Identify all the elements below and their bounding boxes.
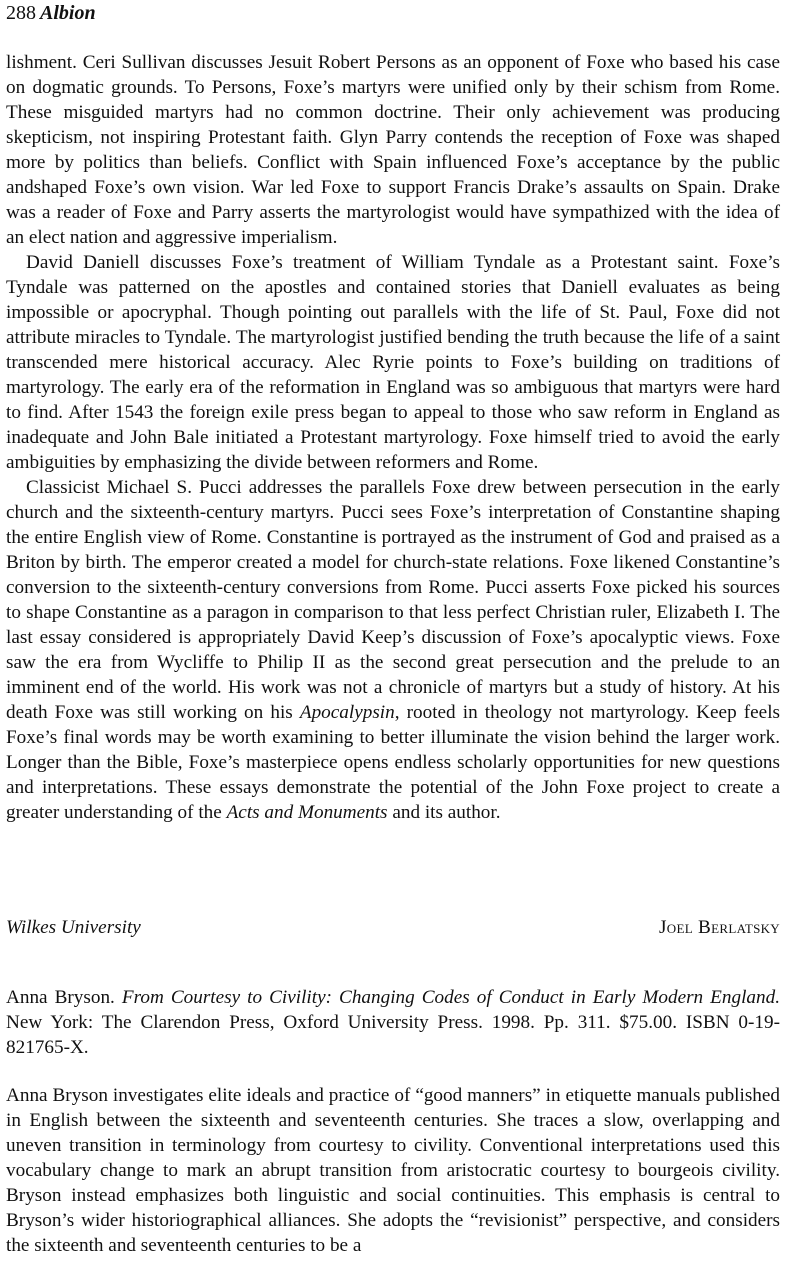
book-title: Acts and Monuments xyxy=(226,802,388,823)
journal-title: Albion xyxy=(40,2,96,24)
reviewer-signature xyxy=(6,915,780,940)
paragraph: David Daniell discusses Foxe’s treatment of William Tyndale as a Protestant saint. Foxe’s Tyndale was patterned on the apostles and contained stories that Daniell evaluates as being impossible or apocryphal. Though pointing out parallels with the life of St. Paul, Foxe did not attribute miracles to Tyndale. The martyrologist justified bending the truth because the life of a saint transcended mere historical accuracy. Alec Ryrie points to Foxe’s building on traditions of martyrology. The early era of the reformation in England was so ambiguous that martyrs were hard to find. After 1543 the foreign exile press began to appeal to those who saw reform in England as inadequate and John Bale initiated a Protestant martyrology. Foxe himself tried to avoid the early ambiguities by emphasizing the divide between reformers and Rome. xyxy=(6,252,780,473)
paragraph: Anna Bryson investigates elite ideals and practice of “good manners” in etiquette manuals published in English between the sixteenth and seventeenth centuries. She traces a slow, overlapping and uneven transition in terminology from courtesy to civility. Conventional interpretations used this vocabulary change to mark an abrupt transition from aristocratic courtesy to bourgeois civility. Bryson instead emphasizes both linguistic and social continuities. This emphasis is central to Bryson’s wider historiographical alliances. She adopts the “revisionist” perspective, and considers the sixteenth and seventeenth centuries to be a xyxy=(6,1085,780,1256)
review-continuation xyxy=(6,50,780,825)
book-title: Apocalypsin xyxy=(299,702,395,723)
text-run: and its author. xyxy=(387,802,501,823)
book-author: Anna Bryson. xyxy=(6,987,122,1008)
publication-info: New York: The Clarendon Press, Oxford University Press. 1998. Pp. 311. $75.00. ISBN 0-19-821765-X. xyxy=(6,1012,780,1058)
paragraph xyxy=(6,475,780,825)
running-head xyxy=(6,1,96,25)
reviewer-name: Joel Berlatsky xyxy=(659,917,780,938)
page-number: 288 xyxy=(6,2,36,24)
book-title: From Courtesy to Civility: Changing Codes of Conduct in Early Modern England. xyxy=(121,987,781,1008)
text-run: Classicist Michael S. Pucci addresses the parallels Foxe drew between persecution in the early church and the sixteenth-century martyrs. Pucci sees Foxe’s interpretation of Constantine shaping the entire English view of Rome. Constantine is portrayed as the instrument of God and praised as a Briton by birth. The emperor created a model for church-state relations. Foxe likened Constantine’s conversion to the sixteenth-century conversions from Rome. Pucci asserts Foxe picked his sources to shape Constantine as a paragon in comparison to that less perfect Christian ruler, Elizabeth I. The last essay considered is appropriately David Keep’s discussion of Foxe’s apocalyptic views. Foxe saw the era from Wycliffe to Philip II as the second great persecution and the prelude to an imminent end of the world. His work was not a chronicle of martyrs but a study of history. At his death Foxe was still working on his xyxy=(6,477,780,723)
paragraph: lishment. Ceri Sullivan discusses Jesuit Robert Persons as an opponent of Foxe who based his case on dogmatic grounds. To Persons, Foxe’s martyrs were unified only by their schism from Rome. These misguided martyrs had no common doctrine. Their only achievement was producing skepticism, not inspiring Protestant faith. Glyn Parry contends the reception of Foxe was shaped more by politics than beliefs. Conflict with Spain influenced Foxe’s acceptance by the public andshaped Foxe’s own vision. War led Foxe to support Francis Drake’s assaults on Spain. Drake was a reader of Foxe and Parry asserts the martyrologist would have sympathized with the idea of an elect nation and aggressive imperialism. xyxy=(6,52,780,248)
reviewer-affiliation: Wilkes University xyxy=(6,917,141,938)
text-run: , rooted in theology not martyrology. Keep feels Foxe’s final words may be worth examining to better illuminate the vision behind the larger work. Longer than the Bible, Foxe’s masterpiece opens endless scholarly opportunities for new questions and interpretations. These essays demonstrate the potential of the John Foxe project to create a greater understanding of the xyxy=(6,702,780,823)
book-citation xyxy=(6,985,780,1060)
citation-text xyxy=(6,985,780,1060)
review-body xyxy=(6,1083,780,1258)
